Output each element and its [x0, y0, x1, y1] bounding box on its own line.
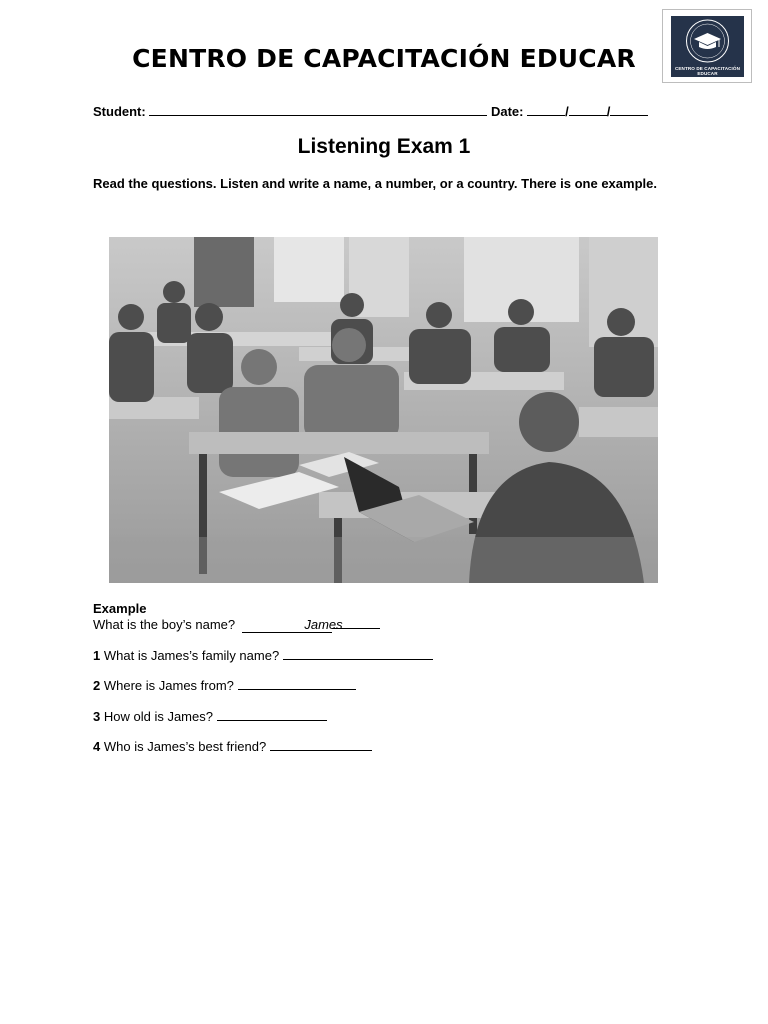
- question-number: 2: [93, 678, 101, 693]
- answer-2-field[interactable]: [238, 677, 356, 690]
- page-title: CENTRO DE CAPACITACIÓN EDUCAR: [132, 44, 636, 73]
- question-text: Where is James from?: [103, 678, 234, 693]
- date-year-field[interactable]: [610, 104, 648, 116]
- example-answer-tail: [332, 616, 380, 629]
- student-date-row: [93, 104, 648, 119]
- example-question-text: What is the boy’s name?: [93, 617, 236, 632]
- date-separator: /: [565, 104, 569, 119]
- question-number: 1: [93, 648, 101, 663]
- student-label: Student:: [93, 104, 146, 119]
- date-day-field[interactable]: [527, 104, 565, 116]
- date-month-field[interactable]: [569, 104, 607, 116]
- question-3: [93, 708, 327, 724]
- date-separator: /: [606, 104, 611, 119]
- logo-text: CENTRO DE CAPACITACIÓN EDUCAR: [674, 66, 741, 76]
- question-1: [93, 647, 433, 663]
- question-text: Who is James’s best friend?: [103, 739, 267, 754]
- question-4: [93, 738, 372, 754]
- question-text: What is James’s family name?: [103, 648, 280, 663]
- answer-1-field[interactable]: [283, 647, 433, 660]
- example-answer: James: [242, 617, 332, 633]
- example-question: [93, 616, 380, 633]
- question-text: How old is James?: [103, 709, 213, 724]
- question-number: 3: [93, 709, 101, 724]
- exam-title: Listening Exam 1: [297, 135, 471, 158]
- date-label: Date:: [490, 104, 524, 119]
- answer-3-field[interactable]: [217, 708, 327, 721]
- answer-4-field[interactable]: [270, 738, 372, 751]
- student-name-field[interactable]: [149, 104, 487, 116]
- classroom-photo: [109, 237, 658, 583]
- example-heading: Example: [93, 601, 147, 616]
- question-number: 4: [93, 739, 101, 754]
- question-2: [93, 677, 356, 693]
- instructions: Read the questions. Listen and write a name, a number, or a country. There is one example.: [93, 176, 657, 191]
